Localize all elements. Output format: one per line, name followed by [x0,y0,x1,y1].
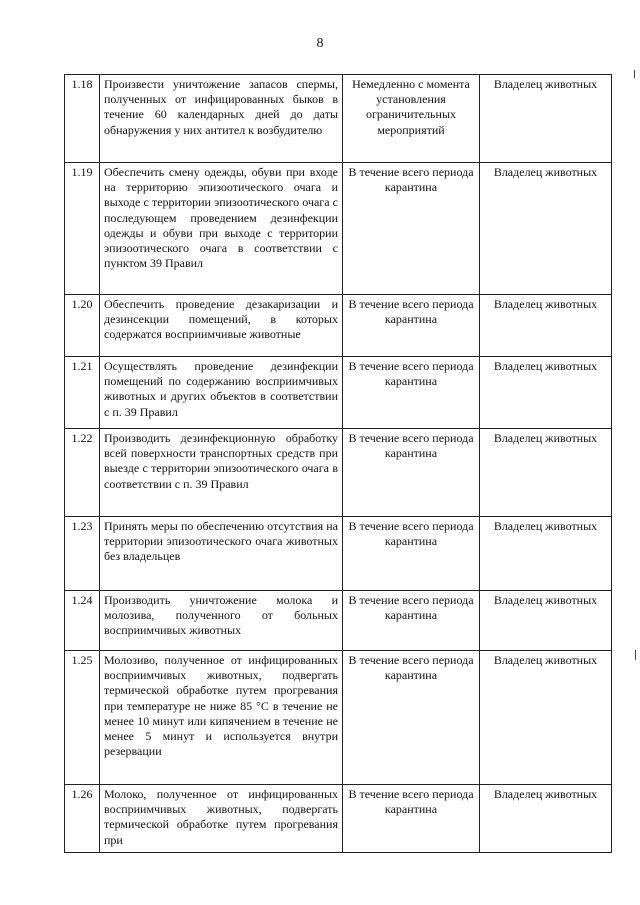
measure-text: Производить дезинфекционную обработку всей поверхности транспортных средств при выезде с территории эпизоотического очага в соответствии с п. 39 Правил [100,429,343,517]
deadline-text: В течение всего периода карантина [343,295,480,357]
row-number: 1.19 [65,163,100,295]
row-number: 1.25 [65,651,100,785]
row-number: 1.24 [65,591,100,651]
table-row [65,785,612,853]
responsible-text: Владелец животных [480,163,612,295]
table-row [65,591,612,651]
row-number: 1.26 [65,785,100,853]
row-number: 1.23 [65,517,100,591]
responsible-text: Владелец животных [480,429,612,517]
table-row [65,429,612,517]
row-number: 1.18 [65,75,100,163]
scan-artifact-mark [634,70,635,78]
responsible-text: Владелец животных [480,591,612,651]
deadline-text: В течение всего периода карантина [343,357,480,429]
measures-table [64,74,612,853]
table-row [65,517,612,591]
measure-text: Осуществлять проведение дезинфекции помещений по содержанию восприимчивых животных и других объектов в соответствии с п. 39 Правил [100,357,343,429]
responsible-text: Владелец животных [480,357,612,429]
table-row [65,295,612,357]
row-number: 1.22 [65,429,100,517]
deadline-text: В течение всего периода карантина [343,517,480,591]
table-row [65,75,612,163]
responsible-text: Владелец животных [480,75,612,163]
responsible-text: Владелец животных [480,651,612,785]
row-number: 1.21 [65,357,100,429]
deadline-text: В течение всего периода карантина [343,591,480,651]
table-row [65,163,612,295]
deadline-text: В течение всего периода карантина [343,429,480,517]
measure-text: Обеспечить смену одежды, обуви при входе на территорию эпизоотического очага и выходе с территории эпизоотического очага с последующем проведением дезинфекции одежды и обуви при выходе с территории эпизоотического очага в соответствии с пунктом 39 Правил [100,163,343,295]
measure-text: Молоко, полученное от инфицированных восприимчивых животных, подвергать термической обработке путем прогревания при [100,785,343,853]
page-number: 8 [316,36,324,51]
deadline-text: В течение всего периода карантина [343,651,480,785]
measure-text: Произвести уничтожение запасов спермы, полученных от инфицированных быков в течение 60 календарных дней до даты обнаружения у них антител к возбудителю [100,75,343,163]
table-row [65,651,612,785]
deadline-text: В течение всего периода карантина [343,785,480,853]
responsible-text: Владелец животных [480,517,612,591]
responsible-text: Владелец животных [480,785,612,853]
measure-text: Обеспечить проведение дезакаризации и дезинсекции помещений, в которых содержатся восприимчивые животные [100,295,343,357]
scan-artifact-mark [635,650,636,660]
measure-text: Принять меры по обеспечению отсутствия на территории эпизоотического очага животных без владельцев [100,517,343,591]
measure-text: Производить уничтожение молока и молозива, полученного от больных восприимчивых животных [100,591,343,651]
responsible-text: Владелец животных [480,295,612,357]
measure-text: Молозиво, полученное от инфицированных восприимчивых животных, подвергать термической обработке путем прогревания при температуре не ниже 85 °С в течение не менее 10 минут или кипячением в течение не менее 5 минут и используется внутри резервации [100,651,343,785]
table-row [65,357,612,429]
deadline-text: Немедленно с момента установления ограничительных мероприятий [343,75,480,163]
row-number: 1.20 [65,295,100,357]
deadline-text: В течение всего периода карантина [343,163,480,295]
